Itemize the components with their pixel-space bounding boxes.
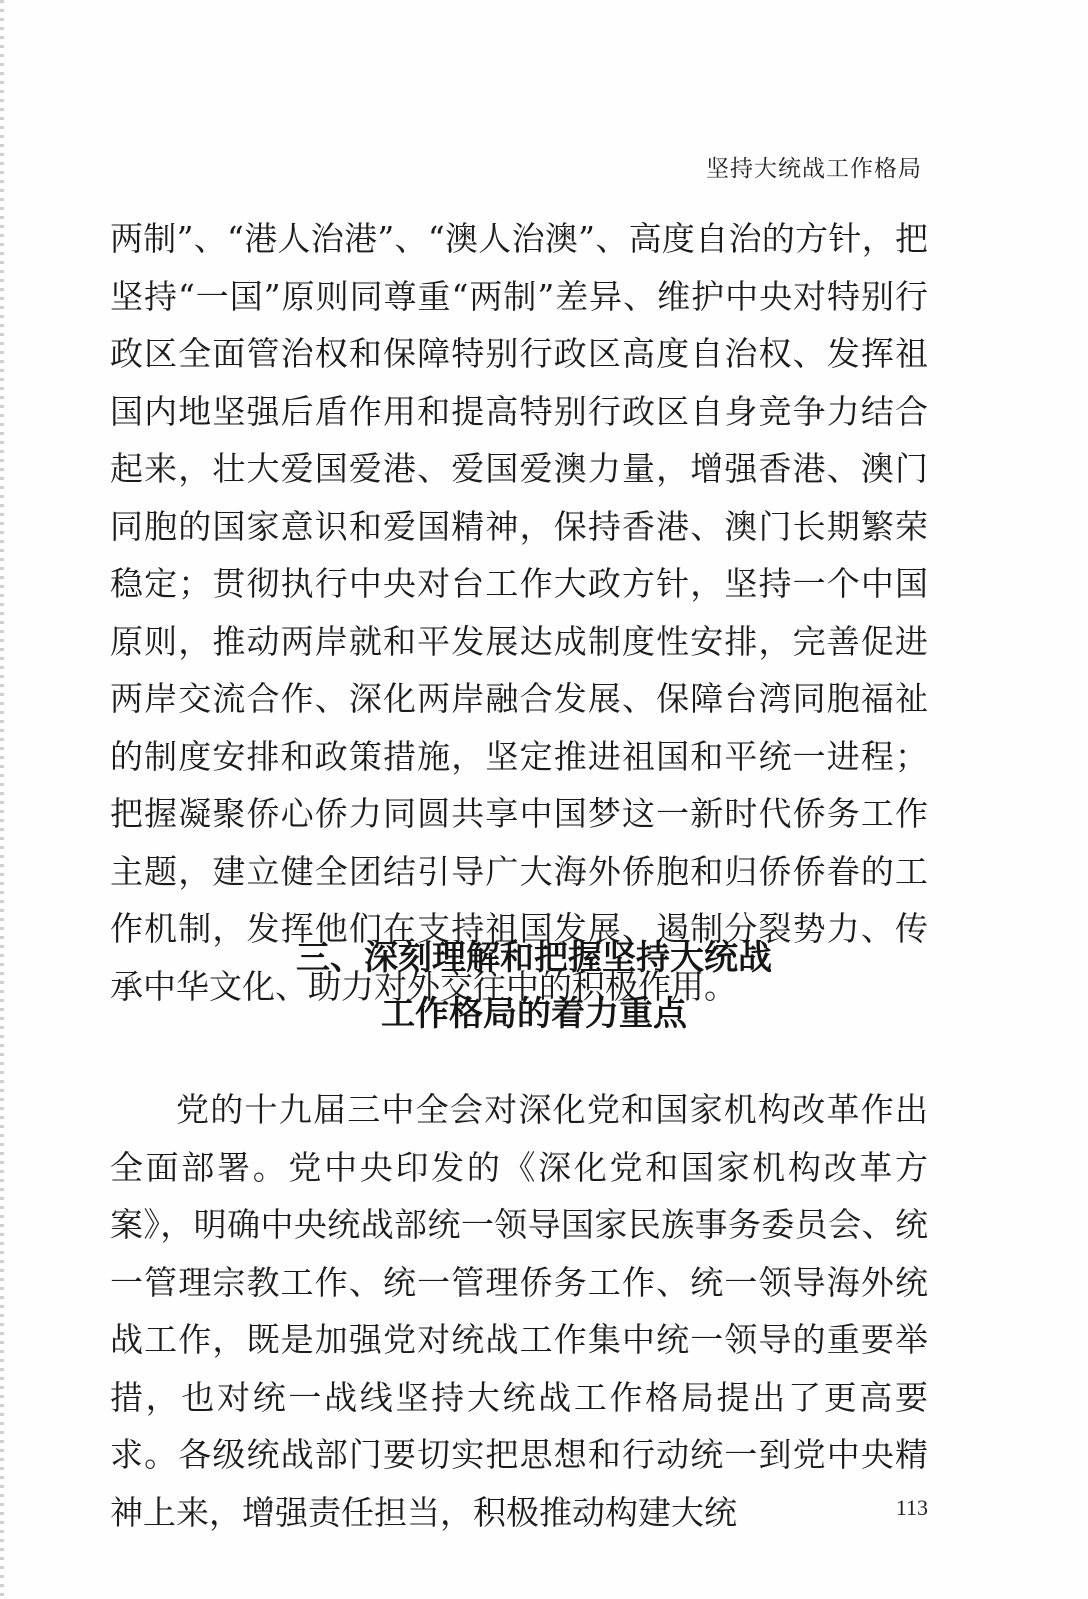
section-heading [110,930,928,1042]
body-paragraph-continued [110,210,928,1015]
running-head: 坚持大统战工作格局 [706,156,922,182]
section-heading-line-2: 工作格局的着力重点 [381,994,687,1034]
scan-edge-marks [0,0,4,1599]
paragraph-text: 两制”、“港人治港”、“澳人治澳”、高度自治的方针，把坚持“一国”原则同尊重“两制”差异、维护中央对特别行政区全面管治权和保障特别行政区高度自治权、发挥祖国内地坚强后盾作用和提高特别行政区自身竞争力结合起来，壮大爱国爱港、爱国爱澳力量，增强香港、澳门同胞的国家意识和爱国精神，保持香港、澳门长期繁荣稳定；贯彻执行中央对台工作大政方针，坚持一个中国原则，推动两岸就和平发展达成制度性安排，完善促进两岸交流合作、深化两岸融合发展、保障台湾同胞福祉的制度安排和政策措施，坚定推进祖国和平统一进程；把握凝聚侨心侨力同圆共享中国梦这一新时代侨务工作主题，建立健全团结引导广大海外侨胞和归侨侨眷的工作机制，发挥他们在支持祖国发展、遏制分裂势力、传承中华文化、助力对外交往中的积极作用。 [110,219,928,1006]
section-heading-line-1: 三、深刻理解和把握坚持大统战 [296,938,772,978]
paragraph-text: 党的十九届三中全会对深化党和国家机构改革作出全面部署。党中央印发的《深化党和国家机构改革方案》，明确中央统战部统一领导国家民族事务委员会、统一管理宗教工作、统一管理侨务工作、统一领导海外统战工作，既是加强党对统战工作集中统一领导的重要举措，也对统一战线坚持大统战工作格局提出了更高要求。各级统战部门要切实把思想和行动统一到党中央精神上来，增强责任担当，积极推动构建大统 [110,1090,928,1532]
page-number: 113 [895,1495,928,1520]
body-paragraph-section-opening [110,1081,928,1541]
